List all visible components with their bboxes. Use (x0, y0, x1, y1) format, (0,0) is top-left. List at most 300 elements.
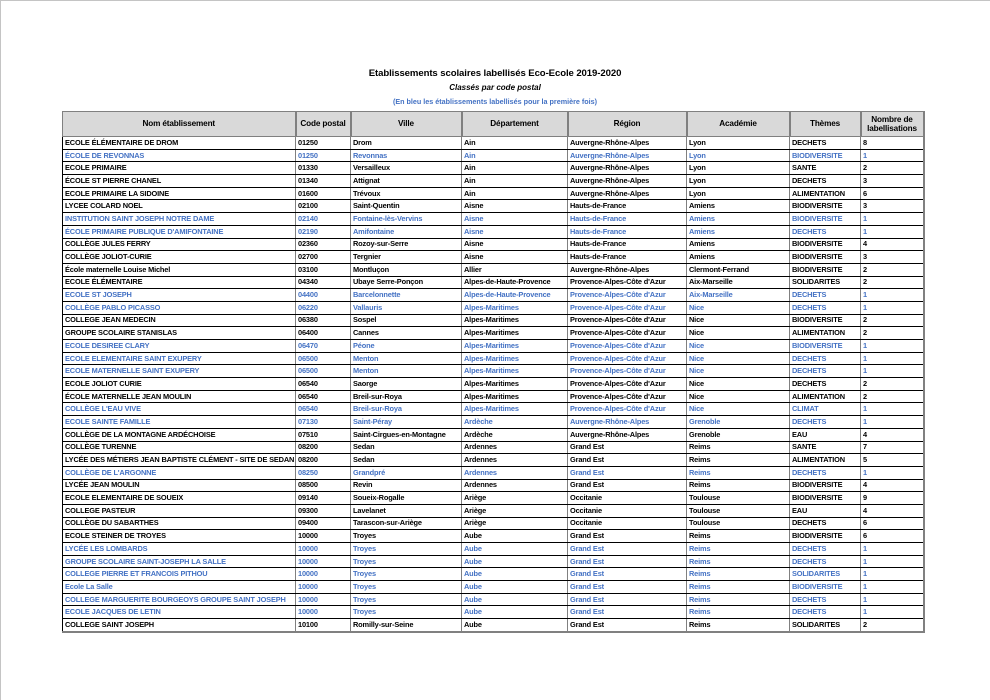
cell-ville: Sospel (351, 314, 462, 327)
table-row (63, 530, 924, 543)
cell-code-postal: 06500 (296, 365, 351, 378)
cell-departement: Alpes-Maritimes (462, 314, 568, 327)
table-row (63, 213, 924, 226)
cell-ville: Revonnas (351, 149, 462, 162)
cell-region: Grand Est (568, 619, 687, 632)
cell-ville: Saorge (351, 378, 462, 391)
cell-departement: Alpes-Maritimes (462, 340, 568, 353)
cell-ville: Revin (351, 479, 462, 492)
cell-region: Provence-Alpes-Côte d'Azur (568, 327, 687, 340)
cell-code-postal: 10000 (296, 543, 351, 556)
cell-nom: COLLEGE SAINT JOSEPH (63, 619, 296, 632)
cell-nom: GROUPE SCOLAIRE STANISLAS (63, 327, 296, 340)
cell-theme: BIODIVERSITE (790, 530, 861, 543)
cell-departement: Alpes-de-Haute-Provence (462, 276, 568, 289)
cell-theme: DECHETS (790, 517, 861, 530)
cell-region: Grand Est (568, 479, 687, 492)
cell-academie: Amiens (687, 238, 790, 251)
cell-nombre-labellisations: 3 (861, 251, 924, 264)
table-row (63, 327, 924, 340)
cell-code-postal: 06470 (296, 340, 351, 353)
cell-nombre-labellisations: 7 (861, 441, 924, 454)
cell-departement: Aube (462, 530, 568, 543)
cell-region: Provence-Alpes-Côte d'Azur (568, 390, 687, 403)
cell-academie: Reims (687, 530, 790, 543)
cell-code-postal: 01250 (296, 137, 351, 150)
cell-nom: ECOLE ELEMENTAIRE DE SOUEIX (63, 492, 296, 505)
cell-nombre-labellisations: 1 (861, 352, 924, 365)
cell-nom: COLLÈGE DE L'ARGONNE (63, 466, 296, 479)
header-themes: Thèmes (790, 112, 861, 137)
table-row (63, 289, 924, 302)
cell-departement: Ain (462, 175, 568, 188)
cell-code-postal: 08250 (296, 466, 351, 479)
cell-departement: Ain (462, 149, 568, 162)
cell-academie: Lyon (687, 137, 790, 150)
cell-region: Auvergne-Rhône-Alpes (568, 187, 687, 200)
table-row (63, 543, 924, 556)
cell-code-postal: 02360 (296, 238, 351, 251)
cell-academie: Lyon (687, 187, 790, 200)
cell-theme: DECHETS (790, 378, 861, 391)
cell-academie: Reims (687, 466, 790, 479)
cell-nombre-labellisations: 1 (861, 213, 924, 226)
cell-ville: Lavelanet (351, 504, 462, 517)
table-row (63, 200, 924, 213)
table-row (63, 225, 924, 238)
cell-departement: Ardennes (462, 454, 568, 467)
cell-departement: Ardennes (462, 479, 568, 492)
cell-ville: Cannes (351, 327, 462, 340)
cell-ville: Breil-sur-Roya (351, 403, 462, 416)
table-row (63, 175, 924, 188)
cell-code-postal: 10000 (296, 581, 351, 594)
cell-nom: ECOLE ELEMENTAIRE SAINT EXUPERY (63, 352, 296, 365)
cell-region: Provence-Alpes-Côte d'Azur (568, 314, 687, 327)
cell-ville: Versailleux (351, 162, 462, 175)
cell-academie: Reims (687, 441, 790, 454)
cell-nombre-labellisations: 4 (861, 238, 924, 251)
table-row (63, 581, 924, 594)
table-row (63, 238, 924, 251)
cell-region: Grand Est (568, 530, 687, 543)
cell-academie: Reims (687, 619, 790, 632)
cell-code-postal: 06500 (296, 352, 351, 365)
table-row (63, 466, 924, 479)
cell-code-postal: 06380 (296, 314, 351, 327)
cell-region: Hauts-de-France (568, 200, 687, 213)
header-nombre-labellisations: Nombre de labellisations (861, 112, 924, 137)
cell-region: Occitanie (568, 517, 687, 530)
cell-region: Grand Est (568, 568, 687, 581)
cell-ville: Saint-Cirgues-en-Montagne (351, 428, 462, 441)
table-row (63, 593, 924, 606)
cell-academie: Lyon (687, 175, 790, 188)
cell-nombre-labellisations: 1 (861, 555, 924, 568)
cell-region: Grand Est (568, 466, 687, 479)
cell-academie: Nice (687, 327, 790, 340)
cell-academie: Reims (687, 606, 790, 619)
table-row (63, 454, 924, 467)
cell-theme: ALIMENTATION (790, 390, 861, 403)
cell-theme: DECHETS (790, 466, 861, 479)
cell-theme: BIODIVERSITE (790, 251, 861, 264)
cell-departement: Ariège (462, 504, 568, 517)
cell-nombre-labellisations: 4 (861, 479, 924, 492)
cell-ville: Drom (351, 137, 462, 150)
table-row (63, 568, 924, 581)
table-row (63, 517, 924, 530)
cell-theme: EAU (790, 428, 861, 441)
cell-theme: SOLIDARITES (790, 619, 861, 632)
cell-region: Grand Est (568, 454, 687, 467)
cell-ville: Ubaye Serre-Ponçon (351, 276, 462, 289)
cell-code-postal: 02100 (296, 200, 351, 213)
cell-academie: Lyon (687, 162, 790, 175)
table-row (63, 149, 924, 162)
cell-nombre-labellisations: 1 (861, 593, 924, 606)
table-header-row (63, 112, 924, 137)
table-row (63, 187, 924, 200)
cell-nombre-labellisations: 1 (861, 403, 924, 416)
cell-nom: LYCEE COLARD NOEL (63, 200, 296, 213)
cell-nombre-labellisations: 1 (861, 581, 924, 594)
cell-code-postal: 07130 (296, 416, 351, 429)
cell-ville: Tergnier (351, 251, 462, 264)
cell-departement: Aisne (462, 238, 568, 251)
table-row (63, 340, 924, 353)
cell-nom: COLLÈGE L'EAU VIVE (63, 403, 296, 416)
cell-code-postal: 06540 (296, 378, 351, 391)
cell-ville: Amifontaine (351, 225, 462, 238)
cell-code-postal: 10000 (296, 530, 351, 543)
cell-region: Hauts-de-France (568, 238, 687, 251)
cell-region: Provence-Alpes-Côte d'Azur (568, 289, 687, 302)
cell-departement: Ardennes (462, 441, 568, 454)
cell-theme: CLIMAT (790, 403, 861, 416)
cell-nom: ECOLE PRIMAIRE LA SIDOINE (63, 187, 296, 200)
cell-academie: Reims (687, 454, 790, 467)
schools-table (62, 111, 925, 633)
cell-nom: COLLÈGE JOLIOT-CURIE (63, 251, 296, 264)
cell-region: Provence-Alpes-Côte d'Azur (568, 352, 687, 365)
cell-code-postal: 06400 (296, 327, 351, 340)
cell-theme: BIODIVERSITE (790, 314, 861, 327)
cell-academie: Grenoble (687, 428, 790, 441)
cell-code-postal: 07510 (296, 428, 351, 441)
cell-academie: Nice (687, 378, 790, 391)
cell-nombre-labellisations: 1 (861, 606, 924, 619)
cell-theme: DECHETS (790, 555, 861, 568)
cell-code-postal: 10000 (296, 606, 351, 619)
table-row (63, 251, 924, 264)
cell-region: Provence-Alpes-Côte d'Azur (568, 301, 687, 314)
cell-code-postal: 06540 (296, 390, 351, 403)
cell-code-postal: 10100 (296, 619, 351, 632)
cell-code-postal: 10000 (296, 555, 351, 568)
table-row (63, 479, 924, 492)
cell-academie: Amiens (687, 200, 790, 213)
cell-ville: Péone (351, 340, 462, 353)
cell-region: Provence-Alpes-Côte d'Azur (568, 276, 687, 289)
cell-ville: Troyes (351, 593, 462, 606)
cell-region: Provence-Alpes-Côte d'Azur (568, 378, 687, 391)
cell-ville: Menton (351, 352, 462, 365)
table-body (63, 137, 924, 632)
cell-region: Provence-Alpes-Côte d'Azur (568, 365, 687, 378)
cell-theme: SANTE (790, 162, 861, 175)
cell-code-postal: 09140 (296, 492, 351, 505)
cell-ville: Menton (351, 365, 462, 378)
cell-nombre-labellisations: 1 (861, 225, 924, 238)
cell-code-postal: 08200 (296, 441, 351, 454)
cell-region: Grand Est (568, 593, 687, 606)
cell-theme: ALIMENTATION (790, 327, 861, 340)
cell-region: Provence-Alpes-Côte d'Azur (568, 403, 687, 416)
cell-ville: Attignat (351, 175, 462, 188)
cell-departement: Alpes-Maritimes (462, 352, 568, 365)
cell-theme: BIODIVERSITE (790, 238, 861, 251)
cell-nom: INSTITUTION SAINT JOSEPH NOTRE DAME (63, 213, 296, 226)
cell-nombre-labellisations: 1 (861, 289, 924, 302)
table-row (63, 137, 924, 150)
cell-ville: Fontaine-lès-Vervins (351, 213, 462, 226)
cell-academie: Nice (687, 403, 790, 416)
cell-region: Auvergne-Rhône-Alpes (568, 162, 687, 175)
table-row (63, 276, 924, 289)
table-row (63, 314, 924, 327)
cell-departement: Aisne (462, 213, 568, 226)
cell-code-postal: 06540 (296, 403, 351, 416)
cell-region: Grand Est (568, 555, 687, 568)
cell-academie: Nice (687, 390, 790, 403)
document-title: Etablissements scolaires labellisés Eco-Ecole 2019-2020 (368, 68, 622, 79)
cell-region: Grand Est (568, 441, 687, 454)
cell-theme: DECHETS (790, 289, 861, 302)
cell-departement: Aube (462, 593, 568, 606)
cell-region: Auvergne-Rhône-Alpes (568, 137, 687, 150)
cell-ville: Sedan (351, 441, 462, 454)
cell-ville: Saint-Quentin (351, 200, 462, 213)
cell-academie: Lyon (687, 149, 790, 162)
cell-academie: Aix-Marseille (687, 276, 790, 289)
cell-departement: Ariège (462, 517, 568, 530)
table-row (63, 441, 924, 454)
cell-theme: SOLIDARITES (790, 568, 861, 581)
cell-nom: COLLEGE MARGUERITE BOURGEOYS GROUPE SAINT JOSEPH (63, 593, 296, 606)
cell-academie: Reims (687, 581, 790, 594)
cell-region: Grand Est (568, 543, 687, 556)
cell-theme: BIODIVERSITE (790, 340, 861, 353)
cell-nom: ECOLE ÉLÉMENTAIRE DE DROM (63, 137, 296, 150)
cell-nom: COLLÈGE DU SABARTHES (63, 517, 296, 530)
cell-nom: COLLEGE PASTEUR (63, 504, 296, 517)
table-row (63, 162, 924, 175)
cell-departement: Alpes-de-Haute-Provence (462, 289, 568, 302)
cell-code-postal: 02190 (296, 225, 351, 238)
document-subtitle: Classés par code postal (449, 83, 541, 92)
cell-region: Auvergne-Rhône-Alpes (568, 175, 687, 188)
cell-academie: Reims (687, 555, 790, 568)
cell-nombre-labellisations: 2 (861, 263, 924, 276)
cell-region: Grand Est (568, 581, 687, 594)
cell-theme: BIODIVERSITE (790, 149, 861, 162)
cell-academie: Reims (687, 568, 790, 581)
header-ville: Ville (351, 112, 462, 137)
cell-nom: ECOLE ÉLÉMENTAIRE (63, 276, 296, 289)
cell-nom: COLLÈGE TURENNE (63, 441, 296, 454)
cell-nom: LYCÉE DES MÉTIERS JEAN BAPTISTE CLÉMENT - SITE DE SEDAN (63, 454, 296, 467)
cell-region: Auvergne-Rhône-Alpes (568, 416, 687, 429)
cell-nombre-labellisations: 1 (861, 568, 924, 581)
cell-theme: ALIMENTATION (790, 454, 861, 467)
cell-region: Provence-Alpes-Côte d'Azur (568, 340, 687, 353)
cell-code-postal: 09300 (296, 504, 351, 517)
cell-academie: Aix-Marseille (687, 289, 790, 302)
cell-theme: BIODIVERSITE (790, 581, 861, 594)
cell-nom: GROUPE SCOLAIRE SAINT-JOSEPH LA SALLE (63, 555, 296, 568)
cell-departement: Alpes-Maritimes (462, 301, 568, 314)
cell-departement: Alpes-Maritimes (462, 390, 568, 403)
cell-ville: Soueix-Rogalle (351, 492, 462, 505)
cell-nombre-labellisations: 6 (861, 187, 924, 200)
cell-academie: Nice (687, 352, 790, 365)
cell-academie: Nice (687, 365, 790, 378)
cell-nom: LYCÉE JEAN MOULIN (63, 479, 296, 492)
cell-departement: Allier (462, 263, 568, 276)
cell-departement: Ardèche (462, 416, 568, 429)
cell-theme: BIODIVERSITE (790, 213, 861, 226)
cell-code-postal: 04340 (296, 276, 351, 289)
cell-academie: Toulouse (687, 504, 790, 517)
table-row (63, 416, 924, 429)
cell-academie: Amiens (687, 213, 790, 226)
cell-departement: Ain (462, 162, 568, 175)
cell-code-postal: 06220 (296, 301, 351, 314)
cell-code-postal: 02700 (296, 251, 351, 264)
cell-ville: Romilly-sur-Seine (351, 619, 462, 632)
color-legend-note: (En bleu les établissements labellisés pour la première fois) (392, 97, 598, 106)
cell-region: Occitanie (568, 492, 687, 505)
cell-nombre-labellisations: 6 (861, 517, 924, 530)
cell-ville: Sedan (351, 454, 462, 467)
cell-departement: Alpes-Maritimes (462, 327, 568, 340)
cell-ville: Troyes (351, 530, 462, 543)
cell-departement: Aube (462, 619, 568, 632)
table-row (63, 263, 924, 276)
cell-region: Hauts-de-France (568, 213, 687, 226)
cell-code-postal: 08500 (296, 479, 351, 492)
cell-nombre-labellisations: 2 (861, 162, 924, 175)
cell-academie: Toulouse (687, 517, 790, 530)
cell-departement: Aube (462, 543, 568, 556)
header-departement: Département (462, 112, 568, 137)
cell-theme: SANTE (790, 441, 861, 454)
header-nom: Nom établissement (63, 112, 296, 137)
table-row (63, 428, 924, 441)
cell-nom: ÉCOLE DE REVONNAS (63, 149, 296, 162)
cell-nom: ÉCOLE ST PIERRE CHANEL (63, 175, 296, 188)
cell-theme: DECHETS (790, 225, 861, 238)
cell-departement: Alpes-Maritimes (462, 378, 568, 391)
cell-academie: Toulouse (687, 492, 790, 505)
table-row (63, 504, 924, 517)
cell-nom: ECOLE SAINTE FAMILLE (63, 416, 296, 429)
cell-academie: Amiens (687, 225, 790, 238)
cell-departement: Alpes-Maritimes (462, 365, 568, 378)
cell-ville: Vallauris (351, 301, 462, 314)
cell-nombre-labellisations: 1 (861, 149, 924, 162)
cell-nombre-labellisations: 1 (861, 301, 924, 314)
cell-departement: Ardèche (462, 428, 568, 441)
cell-departement: Aube (462, 581, 568, 594)
cell-region: Occitanie (568, 504, 687, 517)
cell-departement: Aisne (462, 200, 568, 213)
cell-theme: DECHETS (790, 175, 861, 188)
cell-theme: DECHETS (790, 352, 861, 365)
cell-departement: Ain (462, 187, 568, 200)
cell-theme: DECHETS (790, 543, 861, 556)
cell-ville: Troyes (351, 581, 462, 594)
cell-academie: Nice (687, 340, 790, 353)
cell-nombre-labellisations: 5 (861, 454, 924, 467)
table-row (63, 403, 924, 416)
cell-nombre-labellisations: 2 (861, 327, 924, 340)
table-row (63, 555, 924, 568)
cell-ville: Troyes (351, 555, 462, 568)
cell-ville: Grandpré (351, 466, 462, 479)
cell-theme: DECHETS (790, 416, 861, 429)
cell-academie: Reims (687, 479, 790, 492)
cell-code-postal: 09400 (296, 517, 351, 530)
cell-code-postal: 01600 (296, 187, 351, 200)
cell-departement: Aube (462, 606, 568, 619)
cell-nombre-labellisations: 2 (861, 619, 924, 632)
cell-nom: ECOLE STEINER DE TROYES (63, 530, 296, 543)
cell-region: Hauts-de-France (568, 225, 687, 238)
cell-code-postal: 01330 (296, 162, 351, 175)
cell-departement: Ardennes (462, 466, 568, 479)
cell-nom: COLLEGE PIERRE ET FRANCOIS PITHOU (63, 568, 296, 581)
cell-nombre-labellisations: 3 (861, 175, 924, 188)
cell-nom: ECOLE JACQUES DE LETIN (63, 606, 296, 619)
cell-academie: Nice (687, 314, 790, 327)
cell-theme: DECHETS (790, 301, 861, 314)
cell-nom: LYCÉE LES LOMBARDS (63, 543, 296, 556)
cell-nom: ECOLE DESIREE CLARY (63, 340, 296, 353)
cell-nom: COLLÈGE PABLO PICASSO (63, 301, 296, 314)
cell-theme: EAU (790, 504, 861, 517)
cell-nom: COLLÈGE DE LA MONTAGNE ARDÉCHOISE (63, 428, 296, 441)
cell-nombre-labellisations: 2 (861, 314, 924, 327)
cell-academie: Reims (687, 593, 790, 606)
cell-nombre-labellisations: 1 (861, 543, 924, 556)
cell-theme: BIODIVERSITE (790, 492, 861, 505)
cell-theme: BIODIVERSITE (790, 479, 861, 492)
cell-theme: DECHETS (790, 365, 861, 378)
cell-code-postal: 04400 (296, 289, 351, 302)
cell-region: Auvergne-Rhône-Alpes (568, 263, 687, 276)
cell-theme: BIODIVERSITE (790, 200, 861, 213)
cell-nombre-labellisations: 9 (861, 492, 924, 505)
header-code-postal: Code postal (296, 112, 351, 137)
cell-region: Hauts-de-France (568, 251, 687, 264)
cell-nombre-labellisations: 8 (861, 137, 924, 150)
cell-nom: ÉCOLE PRIMAIRE PUBLIQUE D'AMIFONTAINE (63, 225, 296, 238)
cell-ville: Rozoy-sur-Serre (351, 238, 462, 251)
cell-theme: DECHETS (790, 137, 861, 150)
cell-ville: Troyes (351, 568, 462, 581)
